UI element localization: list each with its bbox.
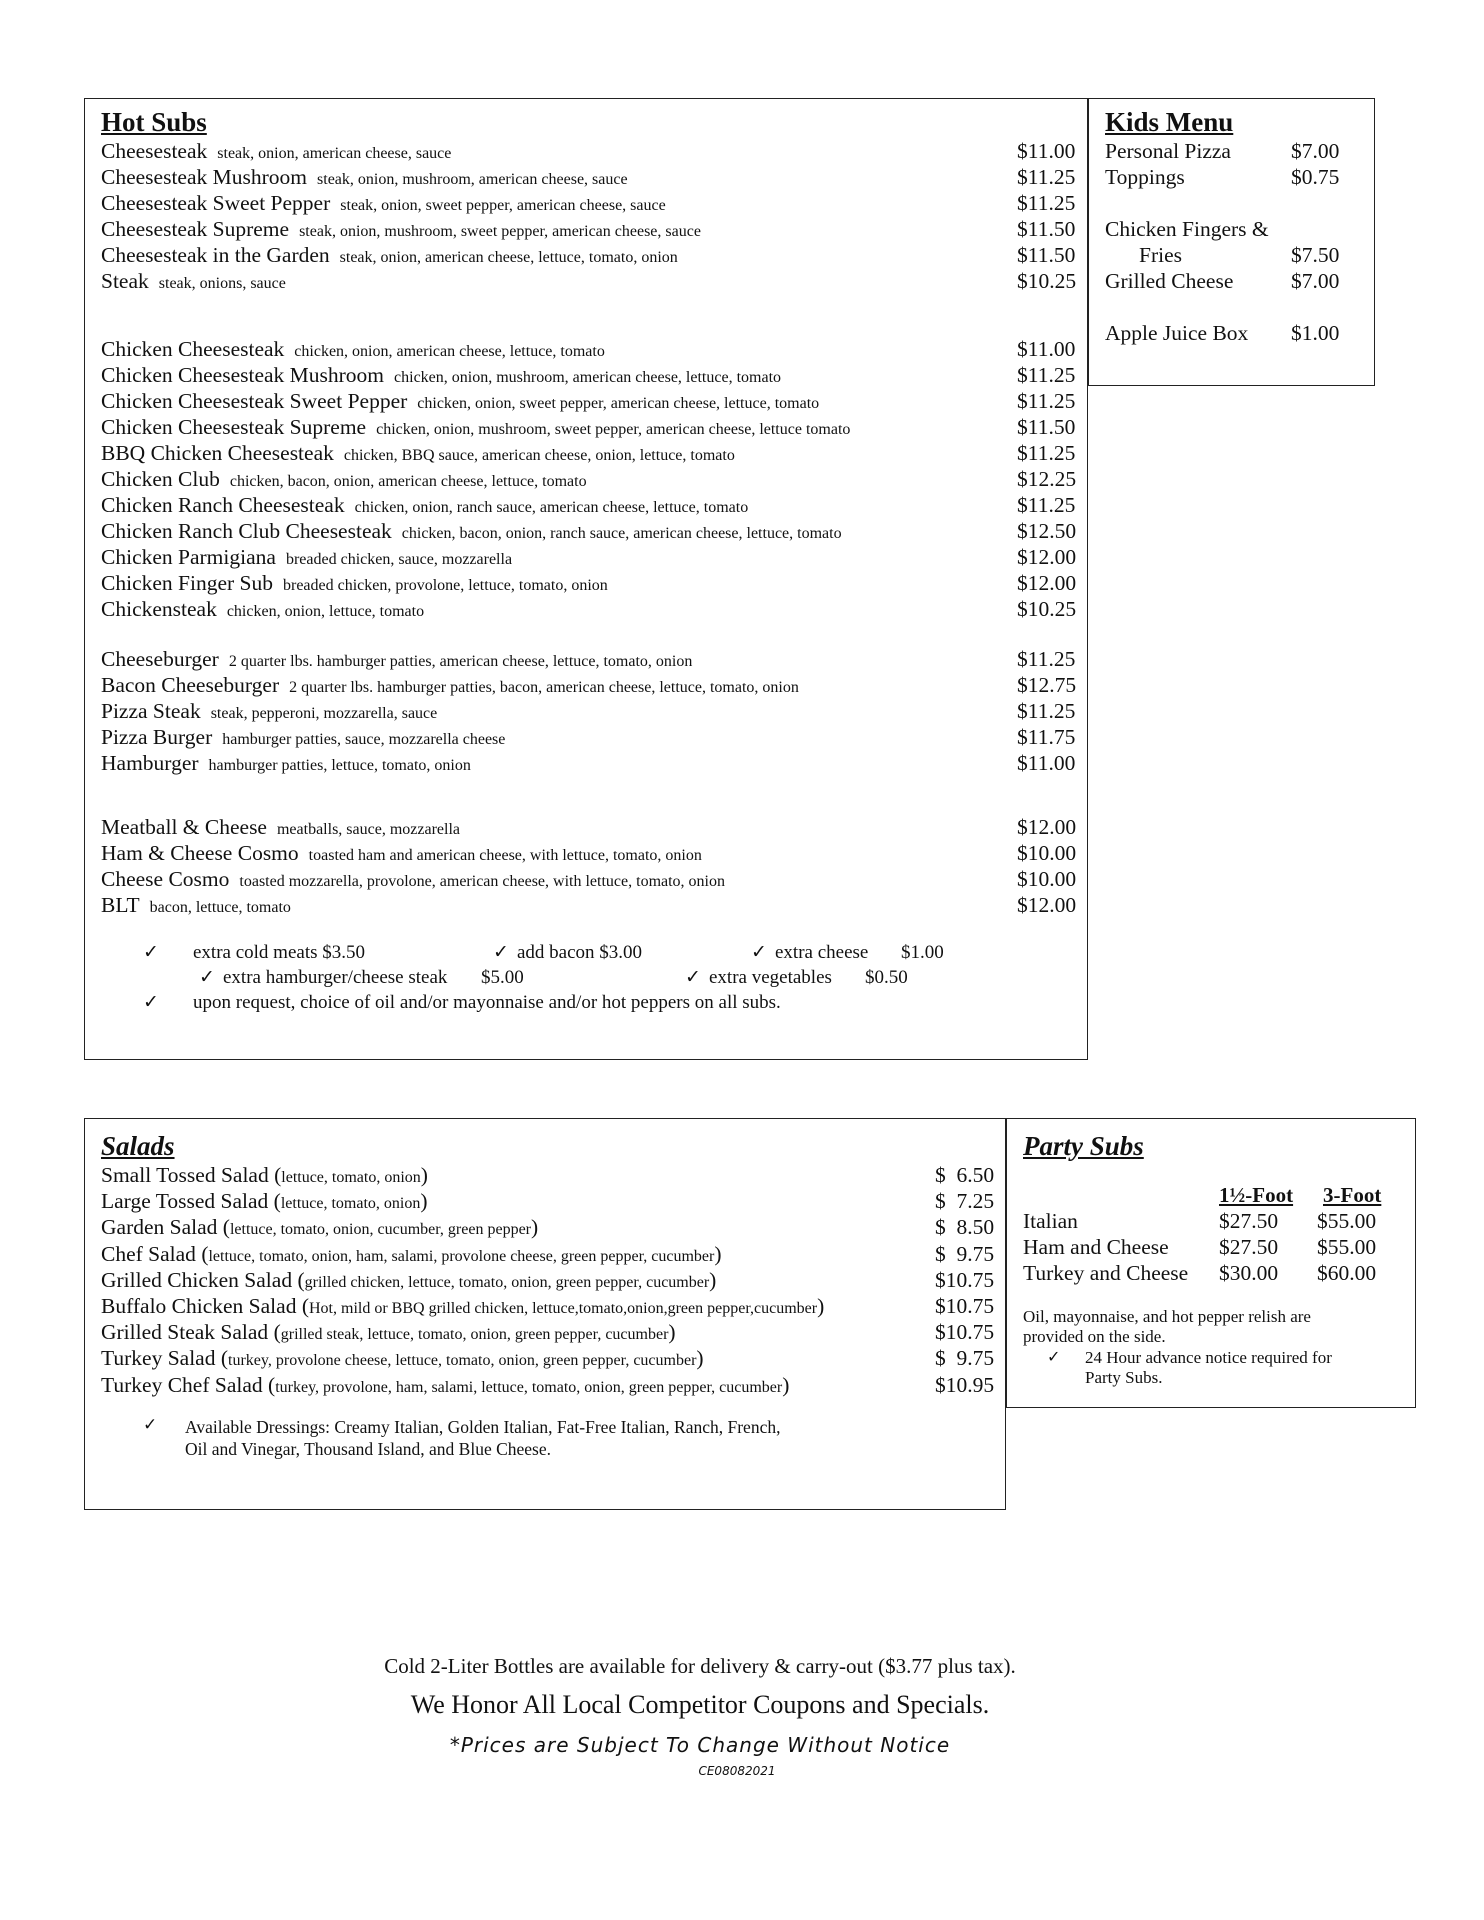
- salad-row: [101, 1215, 995, 1241]
- menu-item-name: Pizza Burger: [101, 725, 213, 749]
- menu-item-price: $11.50: [1017, 243, 1076, 267]
- kids-item-toppings: [1105, 165, 1340, 190]
- menu-item-desc: steak, onion, sweet pepper, american cheese, sauce: [340, 197, 666, 214]
- kids-item-name: Apple Juice Box: [1105, 321, 1249, 345]
- kids-item-name: Grilled Cheese: [1105, 269, 1234, 293]
- menu-item-price: $11.25: [1017, 191, 1076, 215]
- salad-desc: turkey, provolone cheese, lettuce, tomato, onion, green pepper, cucumber: [228, 1352, 697, 1370]
- menu-item-name: Cheesesteak Supreme: [101, 217, 290, 241]
- menu-item-name: Chickensteak: [101, 597, 217, 621]
- menu-item-desc: chicken, onion, sweet pepper, american cheese, lettuce, tomato: [417, 395, 820, 412]
- salad-row: [101, 1189, 995, 1215]
- paren-close: ): [696, 1346, 704, 1371]
- check-icon: ✓: [1047, 1347, 1061, 1366]
- party-sub-name: Turkey and Cheese: [1023, 1261, 1189, 1285]
- salad-price: $10.75: [935, 1320, 995, 1345]
- menu-item-price: $12.00: [1017, 815, 1077, 839]
- menu-item-name: Chicken Cheesesteak: [101, 337, 285, 361]
- salad-price: $ 9.75: [935, 1241, 995, 1266]
- menu-item-row: [101, 841, 1077, 867]
- menu-item-price: $11.25: [1017, 389, 1076, 413]
- menu-item-price: $10.00: [1017, 867, 1077, 891]
- check-icon: ✓: [199, 966, 215, 988]
- menu-item-name: Chicken Finger Sub: [101, 571, 273, 595]
- paren-open: (: [217, 1215, 230, 1240]
- paren-open: (: [195, 1241, 209, 1266]
- menu-item-row: [101, 673, 1077, 699]
- salad-row: [101, 1267, 995, 1294]
- check-icon: ✓: [143, 991, 159, 1013]
- party-sub-name: Italian: [1023, 1209, 1078, 1233]
- menu-item-price: $12.50: [1017, 519, 1077, 543]
- menu-item-name: Hamburger: [101, 751, 199, 775]
- salad-desc: Hot, mild or BBQ grilled chicken, lettuce,tomato,onion,green pepper,cucumber: [309, 1300, 818, 1317]
- menu-item-row: [101, 217, 1076, 243]
- kids-item-price: $1.00: [1291, 321, 1340, 345]
- menu-item-desc: chicken, onion, lettuce, tomato: [226, 603, 425, 620]
- menu-item-row: [101, 165, 1076, 191]
- salad-price: $10.75: [935, 1267, 995, 1292]
- kids-item-name: Personal Pizza: [1105, 139, 1231, 163]
- menu-item-row: [101, 467, 1077, 493]
- paren-close: ): [817, 1294, 825, 1318]
- coupons-notice: We Honor All Local Competitor Coupons and Specials.: [410, 1690, 990, 1719]
- menu-item-row: [101, 815, 1077, 841]
- menu-item-name: Cheeseburger: [101, 647, 219, 671]
- salad-desc: lettuce, tomato, onion: [280, 1195, 421, 1213]
- advance-notice-line1: 24 Hour advance notice required for: [1085, 1348, 1332, 1367]
- check-icon: ✓: [751, 941, 767, 963]
- menu-item-name: Ham & Cheese Cosmo: [101, 841, 299, 865]
- salad-name: Chef Salad: [101, 1241, 196, 1266]
- extra-hamburger-price: $5.00: [481, 967, 524, 988]
- menu-item-price: $12.75: [1017, 673, 1077, 697]
- paren-open: (: [262, 1372, 276, 1397]
- dressings-line1: Available Dressings: Creamy Italian, Golden Italian, Fat-Free Italian, Ranch, French,: [185, 1417, 781, 1437]
- party-note-line2: provided on the side.: [1023, 1327, 1166, 1346]
- menu-item-price: $10.00: [1017, 841, 1077, 865]
- menu-item-row: [101, 191, 1076, 217]
- hot-subs-section: [84, 98, 1088, 1060]
- menu-item-price: $11.00: [1017, 337, 1076, 361]
- salad-desc: grilled chicken, lettuce, tomato, onion, green pepper, cucumber: [304, 1273, 710, 1291]
- menu-item-name: BBQ Chicken Cheesesteak: [101, 441, 334, 465]
- menu-item-name: Cheesesteak in the Garden: [101, 243, 330, 267]
- menu-item-price: $11.00: [1017, 751, 1076, 775]
- extra-vegetables-note: extra vegetables: [709, 967, 832, 988]
- salad-price: $ 8.50: [935, 1215, 995, 1240]
- party-sub-row: [1023, 1261, 1403, 1287]
- salad-price: $ 7.25: [935, 1189, 995, 1214]
- menu-item-row: [101, 699, 1076, 725]
- menu-item-desc: chicken, onion, mushroom, sweet pepper, american cheese, lettuce tomato: [376, 421, 851, 438]
- menu-item-price: $11.25: [1017, 441, 1076, 465]
- menu-item-price: $11.00: [1017, 139, 1076, 163]
- kids-menu-section: [1088, 98, 1375, 386]
- bottles-notice: Cold 2-Liter Bottles are available for delivery & carry-out ($3.77 plus tax).: [384, 1654, 1016, 1678]
- salads-section: [84, 1118, 1006, 1510]
- document-code: CE08082021: [698, 1764, 776, 1778]
- menu-item-desc: hamburger patties, sauce, mozzarella cheese: [222, 731, 506, 748]
- advance-notice-line2: Party Subs.: [1085, 1368, 1163, 1387]
- menu-item-row: [101, 441, 1076, 467]
- menu-item-row: [101, 571, 1077, 597]
- salad-name: Garden Salad: [101, 1215, 218, 1240]
- check-icon: ✓: [143, 941, 159, 963]
- salad-name: Turkey Chef Salad: [101, 1372, 263, 1397]
- paren-open: (: [292, 1267, 305, 1292]
- party-sub-price-3-foot: $55.00: [1317, 1209, 1377, 1233]
- salad-price: $10.95: [935, 1372, 995, 1397]
- menu-item-row: [101, 389, 1076, 415]
- menu-item-name: BLT: [101, 893, 140, 917]
- menu-item-row: [101, 493, 1076, 519]
- party-sub-price-1-5-foot: $27.50: [1219, 1209, 1279, 1233]
- menu-item-desc: steak, pepperoni, mozzarella, sauce: [210, 705, 438, 722]
- extra-cheese-price: $1.00: [901, 942, 944, 963]
- menu-item-name: Chicken Parmigiana: [101, 545, 276, 569]
- menu-item-row: [101, 893, 1077, 919]
- party-sub-row: [1023, 1235, 1403, 1261]
- salad-name: Turkey Salad: [101, 1346, 216, 1371]
- menu-item-row: [101, 269, 1077, 295]
- salad-name: Large Tossed Salad: [101, 1189, 269, 1214]
- menu-item-desc: steak, onion, american cheese, lettuce, tomato, onion: [339, 249, 678, 266]
- kids-item-name: Toppings: [1105, 165, 1185, 189]
- party-note-line1: Oil, mayonnaise, and hot pepper relish are: [1023, 1307, 1311, 1326]
- menu-item-row: [101, 139, 1076, 165]
- party-sub-price-3-foot: $60.00: [1317, 1261, 1377, 1285]
- menu-item-price: $11.50: [1017, 217, 1076, 241]
- kids-item-price: $7.00: [1291, 139, 1340, 163]
- menu-item-name: Meatball & Cheese: [101, 815, 267, 839]
- salad-row: [101, 1320, 995, 1346]
- kids-item-apple-juice: [1105, 321, 1340, 346]
- paren-close: ): [782, 1372, 790, 1397]
- menu-item-row: [101, 519, 1077, 545]
- menu-item-row: [101, 597, 1077, 623]
- kids-item-price: $7.50: [1291, 243, 1340, 267]
- salad-desc: lettuce, tomato, onion, cucumber, green pepper: [229, 1221, 531, 1239]
- menu-item-price: $11.75: [1017, 725, 1076, 749]
- menu-item-name: Cheesesteak Mushroom: [101, 165, 308, 189]
- salad-row: [101, 1241, 995, 1268]
- paren-close: ): [420, 1163, 428, 1187]
- menu-item-name: Chicken Club: [101, 467, 220, 491]
- extra-vegetables-price: $0.50: [865, 967, 908, 988]
- party-sub-row: [1023, 1209, 1403, 1235]
- dressings-line2: Oil and Vinegar, Thousand Island, and Blue Cheese.: [185, 1439, 551, 1459]
- menu-item-row: [101, 337, 1076, 363]
- menu-item-row: [101, 363, 1076, 389]
- salad-desc: grilled steak, lettuce, tomato, onion, green pepper, cucumber: [280, 1326, 669, 1344]
- menu-item-row: [101, 415, 1076, 441]
- menu-item-desc: steak, onion, mushroom, american cheese, sauce: [317, 171, 628, 188]
- menu-item-price: $10.25: [1017, 597, 1077, 621]
- kids-menu-title: Kids Menu: [1105, 107, 1234, 137]
- menu-item-row: [101, 545, 1077, 571]
- salad-name: Small Tossed Salad: [101, 1163, 269, 1187]
- menu-item-desc: chicken, onion, ranch sauce, american cheese, lettuce, tomato: [354, 499, 749, 516]
- salad-row: [101, 1163, 995, 1189]
- paren-open: (: [268, 1189, 281, 1214]
- extra-cold-meats-note: extra cold meats $3.50: [193, 942, 366, 963]
- salad-name: Buffalo Chicken Salad: [101, 1294, 297, 1318]
- menu-item-name: Steak: [101, 269, 149, 293]
- menu-item-name: Chicken Cheesesteak Sweet Pepper: [101, 389, 408, 413]
- salad-row: [101, 1372, 995, 1399]
- paren-open: (: [215, 1346, 229, 1371]
- check-icon: ✓: [685, 966, 701, 988]
- paren-open: (: [296, 1294, 309, 1318]
- salad-name: Grilled Steak Salad: [101, 1320, 269, 1345]
- check-icon: ✓: [143, 1415, 158, 1435]
- party-subs-col-1-5-foot: 1½-Foot: [1219, 1183, 1294, 1207]
- party-sub-price-3-foot: $55.00: [1317, 1235, 1377, 1259]
- menu-item-desc: breaded chicken, sauce, mozzarella: [285, 551, 513, 568]
- menu-item-price: $12.25: [1017, 467, 1077, 491]
- menu-item-price: $12.00: [1017, 545, 1077, 569]
- salad-desc: lettuce, tomato, onion, ham, salami, provolone cheese, green pepper, cucumber: [208, 1247, 715, 1265]
- menu-item-name: Chicken Cheesesteak Mushroom: [101, 363, 385, 387]
- paren-close: ): [714, 1241, 722, 1266]
- party-sub-price-1-5-foot: $30.00: [1219, 1261, 1279, 1285]
- menu-item-desc: chicken, onion, mushroom, american cheese, lettuce, tomato: [394, 369, 782, 386]
- paren-open: (: [268, 1163, 282, 1187]
- menu-item-desc: toasted ham and american cheese, with lettuce, tomato, onion: [308, 847, 702, 864]
- menu-item-name: Cheesesteak Sweet Pepper: [101, 191, 331, 215]
- kids-item-price: $0.75: [1291, 165, 1340, 189]
- salad-row: [101, 1346, 995, 1372]
- party-sub-price-1-5-foot: $27.50: [1219, 1235, 1279, 1259]
- menu-item-name: Pizza Steak: [101, 699, 201, 723]
- menu-item-desc: chicken, BBQ sauce, american cheese, onion, lettuce, tomato: [343, 447, 735, 464]
- party-subs-col-3-foot: 3-Foot: [1323, 1183, 1382, 1207]
- menu-item-price: $12.00: [1017, 893, 1077, 917]
- salad-desc: turkey, provolone, ham, salami, lettuce, tomato, onion, green pepper, cucumber: [275, 1378, 783, 1396]
- paren-close: ): [420, 1189, 428, 1214]
- menu-item-name: Chicken Cheesesteak Supreme: [101, 415, 367, 439]
- menu-item-price: $11.50: [1017, 415, 1076, 439]
- kids-item-name: Fries: [1139, 243, 1182, 267]
- menu-item-name: Cheese Cosmo: [101, 867, 230, 891]
- kids-item-price: $7.00: [1291, 269, 1340, 293]
- menu-item-desc: steak, onions, sauce: [158, 275, 286, 292]
- menu-item-desc: 2 quarter lbs. hamburger patties, american cheese, lettuce, tomato, onion: [228, 653, 693, 670]
- kids-item-grilled-cheese: [1105, 269, 1340, 294]
- menu-item-row: [101, 867, 1077, 893]
- menu-item-row: [101, 751, 1076, 777]
- menu-item-desc: chicken, bacon, onion, ranch sauce, american cheese, lettuce, tomato: [401, 525, 842, 542]
- party-subs-section: [1006, 1118, 1416, 1408]
- kids-item-personal-pizza: [1105, 139, 1340, 164]
- menu-item-row: [101, 725, 1076, 751]
- extra-cheese-note: extra cheese: [775, 942, 869, 963]
- upon-request-note: upon request, choice of oil and/or mayonnaise and/or hot peppers on all subs.: [193, 992, 781, 1013]
- menu-item-name: Bacon Cheeseburger: [101, 673, 280, 697]
- prices-notice: *Prices are Subject To Change Without Notice: [449, 1733, 951, 1757]
- check-icon: ✓: [493, 941, 509, 963]
- menu-item-name: Chicken Ranch Club Cheesesteak: [101, 519, 392, 543]
- paren-open: (: [268, 1320, 281, 1345]
- kids-item-chicken-fingers: [1105, 243, 1345, 268]
- menu-item-price: $10.25: [1017, 269, 1077, 293]
- menu-item-desc: bacon, lettuce, tomato: [149, 899, 291, 916]
- party-sub-name: Ham and Cheese: [1023, 1235, 1169, 1259]
- menu-item-desc: steak, onion, american cheese, sauce: [217, 145, 452, 162]
- salad-desc: lettuce, tomato, onion: [281, 1169, 421, 1186]
- menu-item-row: [101, 647, 1076, 673]
- menu-item-price: $11.25: [1017, 493, 1076, 517]
- salad-name: Grilled Chicken Salad: [101, 1267, 293, 1292]
- paren-close: ): [709, 1267, 717, 1292]
- menu-item-price: $11.25: [1017, 363, 1076, 387]
- salads-title: Salads: [101, 1131, 175, 1161]
- menu-item-desc: meatballs, sauce, mozzarella: [276, 821, 460, 838]
- menu-item-price: $11.25: [1017, 165, 1076, 189]
- kids-item-chicken-fingers-line1: Chicken Fingers &: [1105, 217, 1269, 241]
- menu-item-name: Cheesesteak: [101, 139, 208, 163]
- paren-close: ): [668, 1320, 676, 1345]
- paren-close: ): [531, 1215, 539, 1240]
- menu-item-desc: toasted mozzarella, provolone, american cheese, with lettuce, tomato, onion: [239, 873, 725, 890]
- party-subs-title: Party Subs: [1023, 1131, 1144, 1161]
- menu-item-row: [101, 243, 1076, 269]
- menu-item-desc: chicken, onion, american cheese, lettuce, tomato: [294, 343, 605, 360]
- salad-price: $10.75: [935, 1294, 995, 1318]
- menu-item-price: $12.00: [1017, 571, 1077, 595]
- menu-item-name: Chicken Ranch Cheesesteak: [101, 493, 345, 517]
- menu-item-desc: 2 quarter lbs. hamburger patties, bacon, american cheese, lettuce, tomato, onion: [289, 679, 799, 696]
- extra-hamburger-note: extra hamburger/cheese steak: [223, 967, 448, 988]
- menu-item-desc: chicken, bacon, onion, american cheese, lettuce, tomato: [229, 473, 587, 490]
- add-bacon-note: add bacon $3.00: [517, 942, 643, 963]
- salad-price: $ 6.50: [935, 1163, 995, 1187]
- salad-row: [101, 1294, 995, 1320]
- salad-price: $ 9.75: [935, 1346, 995, 1371]
- hot-subs-title: Hot Subs: [101, 107, 207, 137]
- menu-item-desc: steak, onion, mushroom, sweet pepper, american cheese, sauce: [299, 223, 701, 240]
- menu-item-desc: breaded chicken, provolone, lettuce, tomato, onion: [283, 577, 608, 594]
- menu-item-desc: hamburger patties, lettuce, tomato, onion: [208, 757, 471, 774]
- menu-item-price: $11.25: [1017, 647, 1076, 671]
- menu-item-price: $11.25: [1017, 699, 1076, 723]
